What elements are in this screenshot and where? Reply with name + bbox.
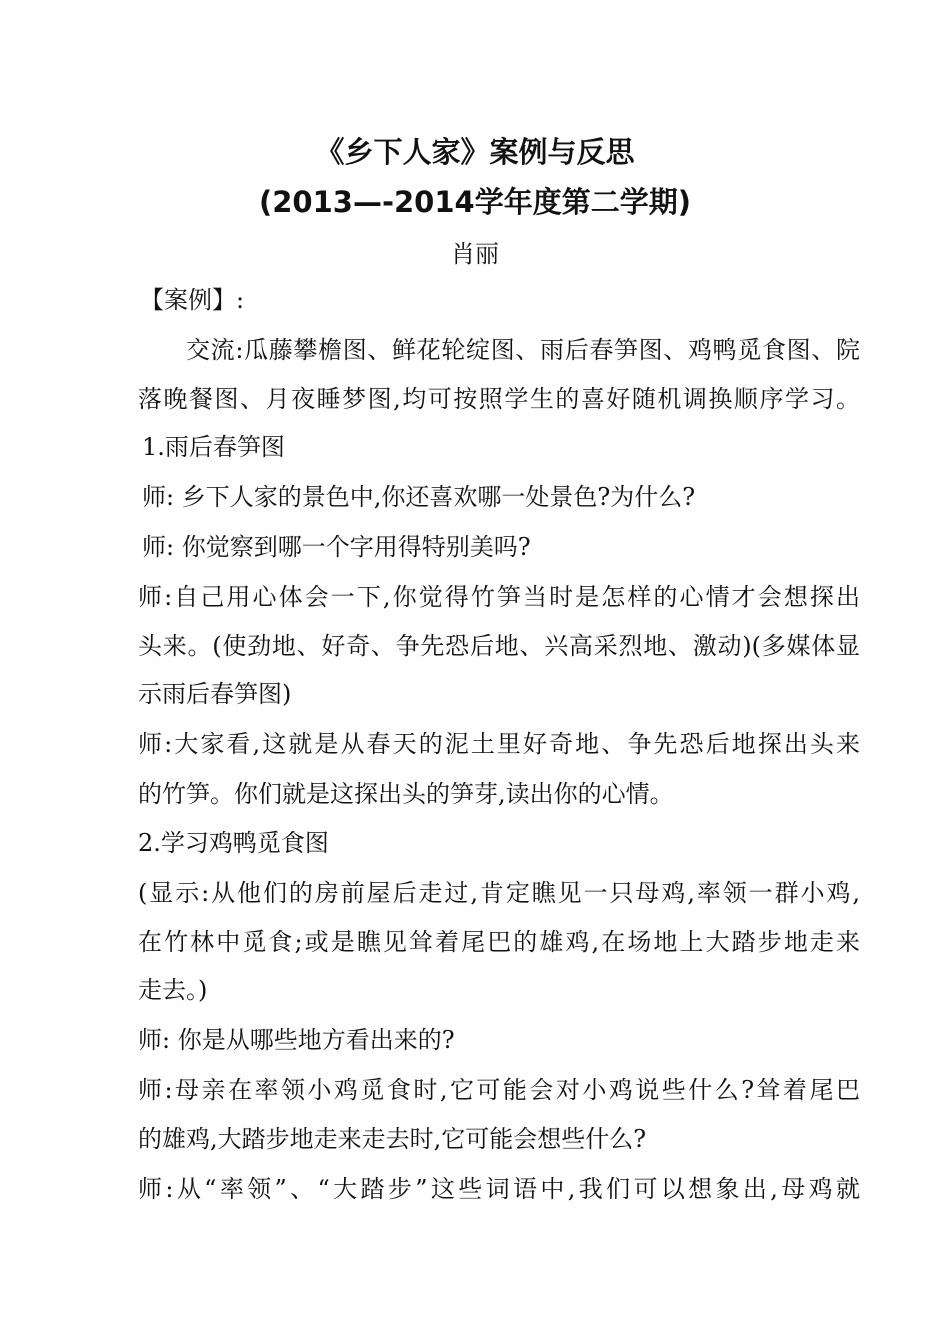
subsection-heading: 2.学习鸡鸭觅食图: [138, 829, 329, 857]
paragraph-line: 在竹林中觅食;或是瞧见耸着尾巴的雄鸡,在场地上大踏步地走来: [138, 928, 860, 956]
author-name: 肖丽: [451, 240, 499, 268]
paragraph-line: 师:大家看,这就是从春天的泥土里好奇地、争先恐后地探出头来: [138, 730, 860, 758]
paragraph-line: 走去。): [138, 976, 208, 1004]
paragraph-line: 师: 乡下人家的景色中,你还喜欢哪一处景色?为什么?: [142, 483, 696, 511]
paragraph-line: 交流:瓜藤攀檐图、鲜花轮绽图、雨后春笋图、鸡鸭觅食图、院: [186, 336, 860, 364]
subsection-heading: 1.雨后春笋图: [142, 433, 285, 461]
document-title: 《乡下人家》案例与反思: [315, 135, 635, 169]
document-subtitle: (2013—-2014学年度第二学期): [259, 185, 691, 219]
paragraph-line: 头来。(使劲地、好奇、争先恐后地、兴高采烈地、激动)(多媒体显: [138, 632, 860, 660]
paragraph-line: 示雨后春笋图): [138, 680, 292, 708]
paragraph-line: 的竹笋。你们就是这探出头的笋芽,读出你的心情。: [138, 780, 674, 808]
paragraph-line: (显示:从他们的房前屋后走过,肯定瞧见一只母鸡,率领一群小鸡,: [138, 879, 860, 907]
paragraph-line: 落晚餐图、月夜睡梦图,均可按照学生的喜好随机调换顺序学习。: [138, 385, 860, 413]
paragraph-line: 师: 你是从哪些地方看出来的?: [138, 1026, 455, 1054]
section-heading: 【案例】:: [140, 286, 245, 314]
paragraph-line: 的雄鸡,大踏步地走来走去时,它可能会想些什么?: [138, 1125, 647, 1153]
paragraph-line: 师:从“率领”、“大踏步”这些词语中,我们可以想象出,母鸡就: [138, 1175, 860, 1203]
paragraph-line: 师:母亲在率领小鸡觅食时,它可能会对小鸡说些什么?耸着尾巴: [138, 1076, 860, 1104]
paragraph-line: 师: 你觉察到哪一个字用得特别美吗?: [142, 533, 531, 561]
paragraph-line: 师:自己用心体会一下,你觉得竹笋当时是怎样的心情才会想探出: [138, 583, 860, 611]
